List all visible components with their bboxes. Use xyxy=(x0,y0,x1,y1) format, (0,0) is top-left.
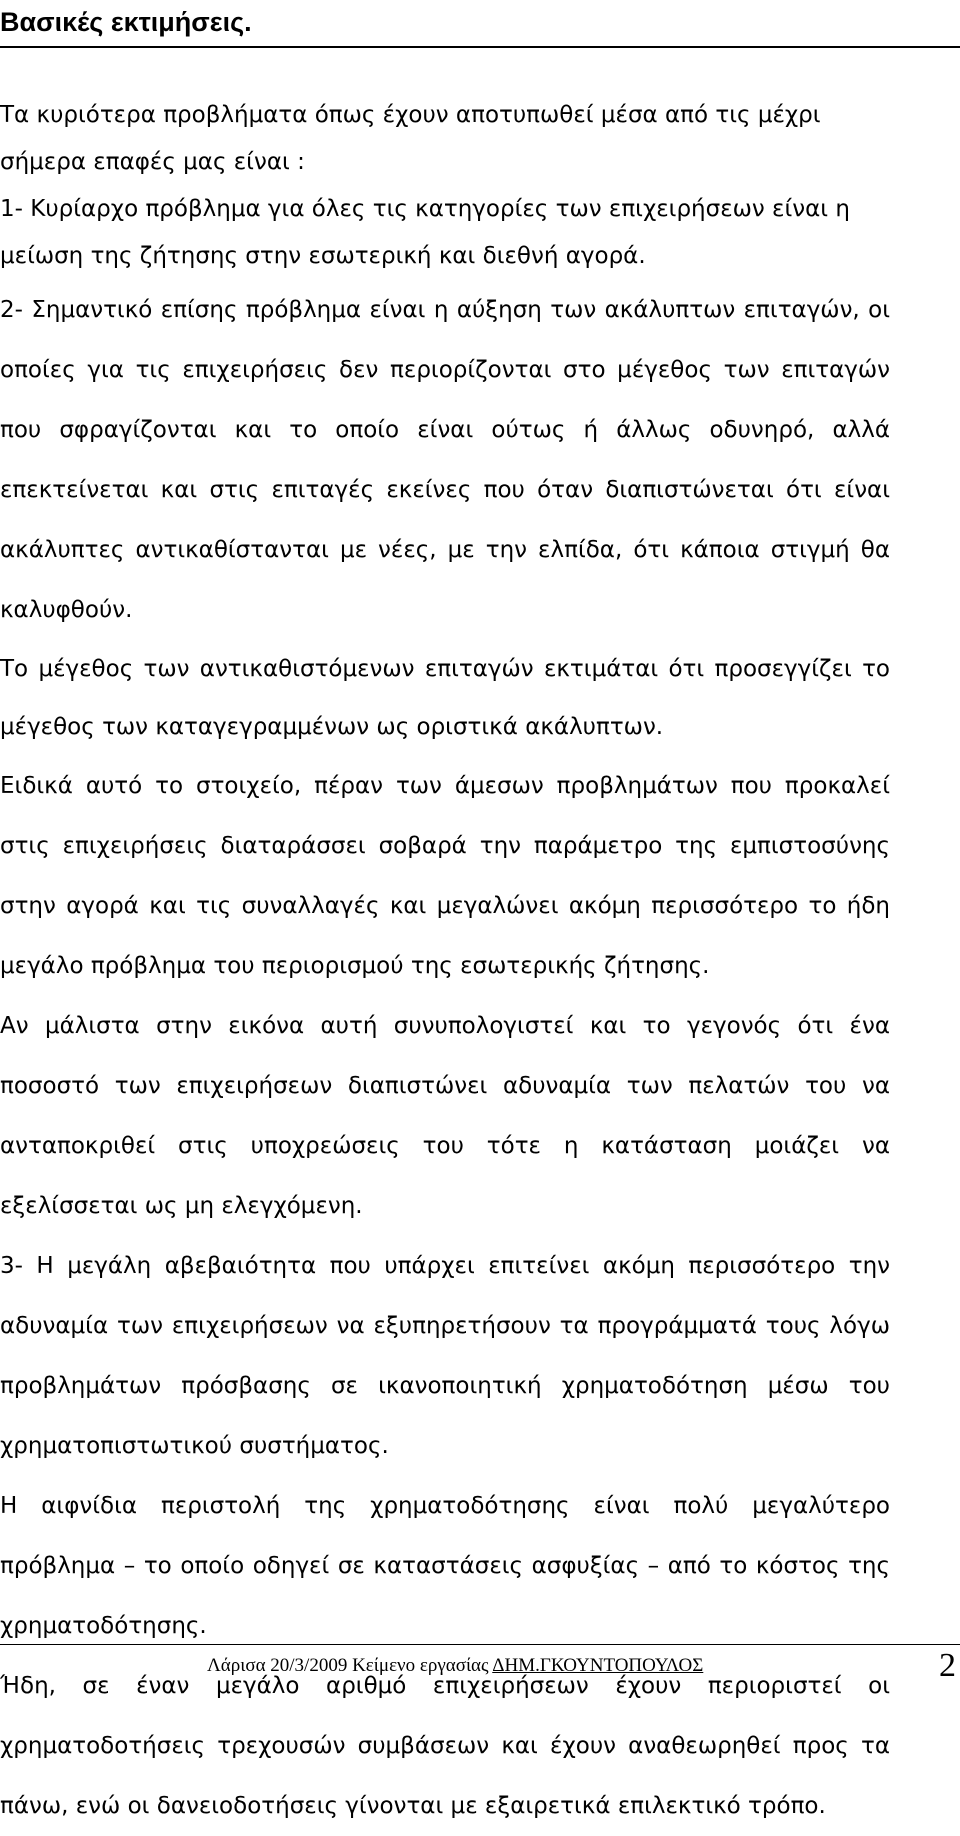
paragraph-customers: Αν μάλιστα στην εικόνα αυτή συνυπολογιστεί και το γεγονός ότι ένα ποσοστό των επιχειρήσεων διαπιστώνει αδυναμία των πελατών του να ανταποκριθεί στις υποχρεώσεις του τότε η κατάσταση μοιάζει να εξελίσσεται ως μη ελεγχόμενη. xyxy=(0,1013,890,1219)
paragraph-point-3: 3- Η μεγάλη αβεβαιότητα που υπάρχει επιτείνει ακόμη περισσότερο την αδυναμία των επιχειρήσεων να εξυπηρετήσουν τα προγράμματά τους λόγω προβλημάτων πρόσβασης σε ικανοποιητική χρηματοδότηση μέσω του χρηματοπιστωτικού συστήματος. xyxy=(0,1253,890,1459)
paragraph-trust: Ειδικά αυτό το στοιχείο, πέραν των άμεσων προβλημάτων που προκαλεί στις επιχειρήσεις διαταράσσει σοβαρά την παράμετρο της εμπιστοσύνης στην αγορά και τις συναλλαγές και μεγαλώνει ακόμη περισσότερο το ήδη μεγάλο πρόβλημα του περιορισμού της εσωτερικής ζήτησης. xyxy=(0,773,890,979)
paragraph-financing-cut: Η αιφνίδια περιστολή της χρηματοδότησης είναι πολύ μεγαλύτερο πρόβλημα – το οποίο οδηγεί σε καταστάσεις ασφυξίας – από το κόστος της χρηματοδότησης. xyxy=(0,1493,890,1639)
paragraph-intro: Τα κυριότερα προβλήματα όπως έχουν αποτυπωθεί μέσα από τις μέχρι σήμερα επαφές μας είναι : xyxy=(0,102,821,175)
footer-author: ΔΗΜ.ΓΚΟΥΝΤΟΠΟΥΛΟΣ xyxy=(492,1655,704,1676)
footer-rule xyxy=(0,1644,960,1645)
paragraph-point-2: 2- Σημαντικό επίσης πρόβλημα είναι η αύξηση των ακάλυπτων επιταγών, οι οποίες για τις επιχειρήσεις δεν περιορίζονται στο μέγεθος των επιταγών που σφραγίζονται και το οποίο είναι ούτως ή άλλως οδυνηρό, αλλά επεκτείνεται και στις επιταγές εκείνες που όταν διαπιστώνεται ότι είναι ακάλυπτες αντικαθίστανται με νέες, με την ελπίδα, ότι κάποια στιγμή θα καλυφθούν. xyxy=(0,297,890,623)
footer-text xyxy=(207,1654,703,1678)
page-footer xyxy=(0,1644,960,1687)
title-underline-rule xyxy=(0,46,960,48)
paragraph-replaced-cheques: Το μέγεθος των αντικαθιστόμενων επιταγών εκτιμάται ότι προσεγγίζει το μέγεθος των καταγεγραμμένων ως οριστικά ακάλυπτων. xyxy=(0,656,890,740)
page-number: 2 xyxy=(939,1647,956,1684)
paragraph-financing-limits: Ήδη, σε έναν μεγάλο αριθμό επιχειρήσεων έχουν περιοριστεί οι χρηματοδοτήσεις τρεχουσών συμβάσεων και έχουν αναθεωρηθεί προς τα πάνω, ενώ οι δανειοδοτήσεις γίνονται με εξαιρετικά επιλεκτικό τρόπο. xyxy=(0,1673,890,1819)
document-title: Βασικές εκτιμήσεις. xyxy=(0,7,252,37)
document-body xyxy=(0,92,890,1836)
footer-date-label: Λάρισα 20/3/2009 Κείμενο εργασίας xyxy=(207,1655,493,1676)
paragraph-point-1: 1- Κυρίαρχο πρόβλημα για όλες τις κατηγορίες των επιχειρήσεων είναι η μείωση της ζήτησης στην εσωτερική και διεθνή αγορά. xyxy=(0,196,850,269)
